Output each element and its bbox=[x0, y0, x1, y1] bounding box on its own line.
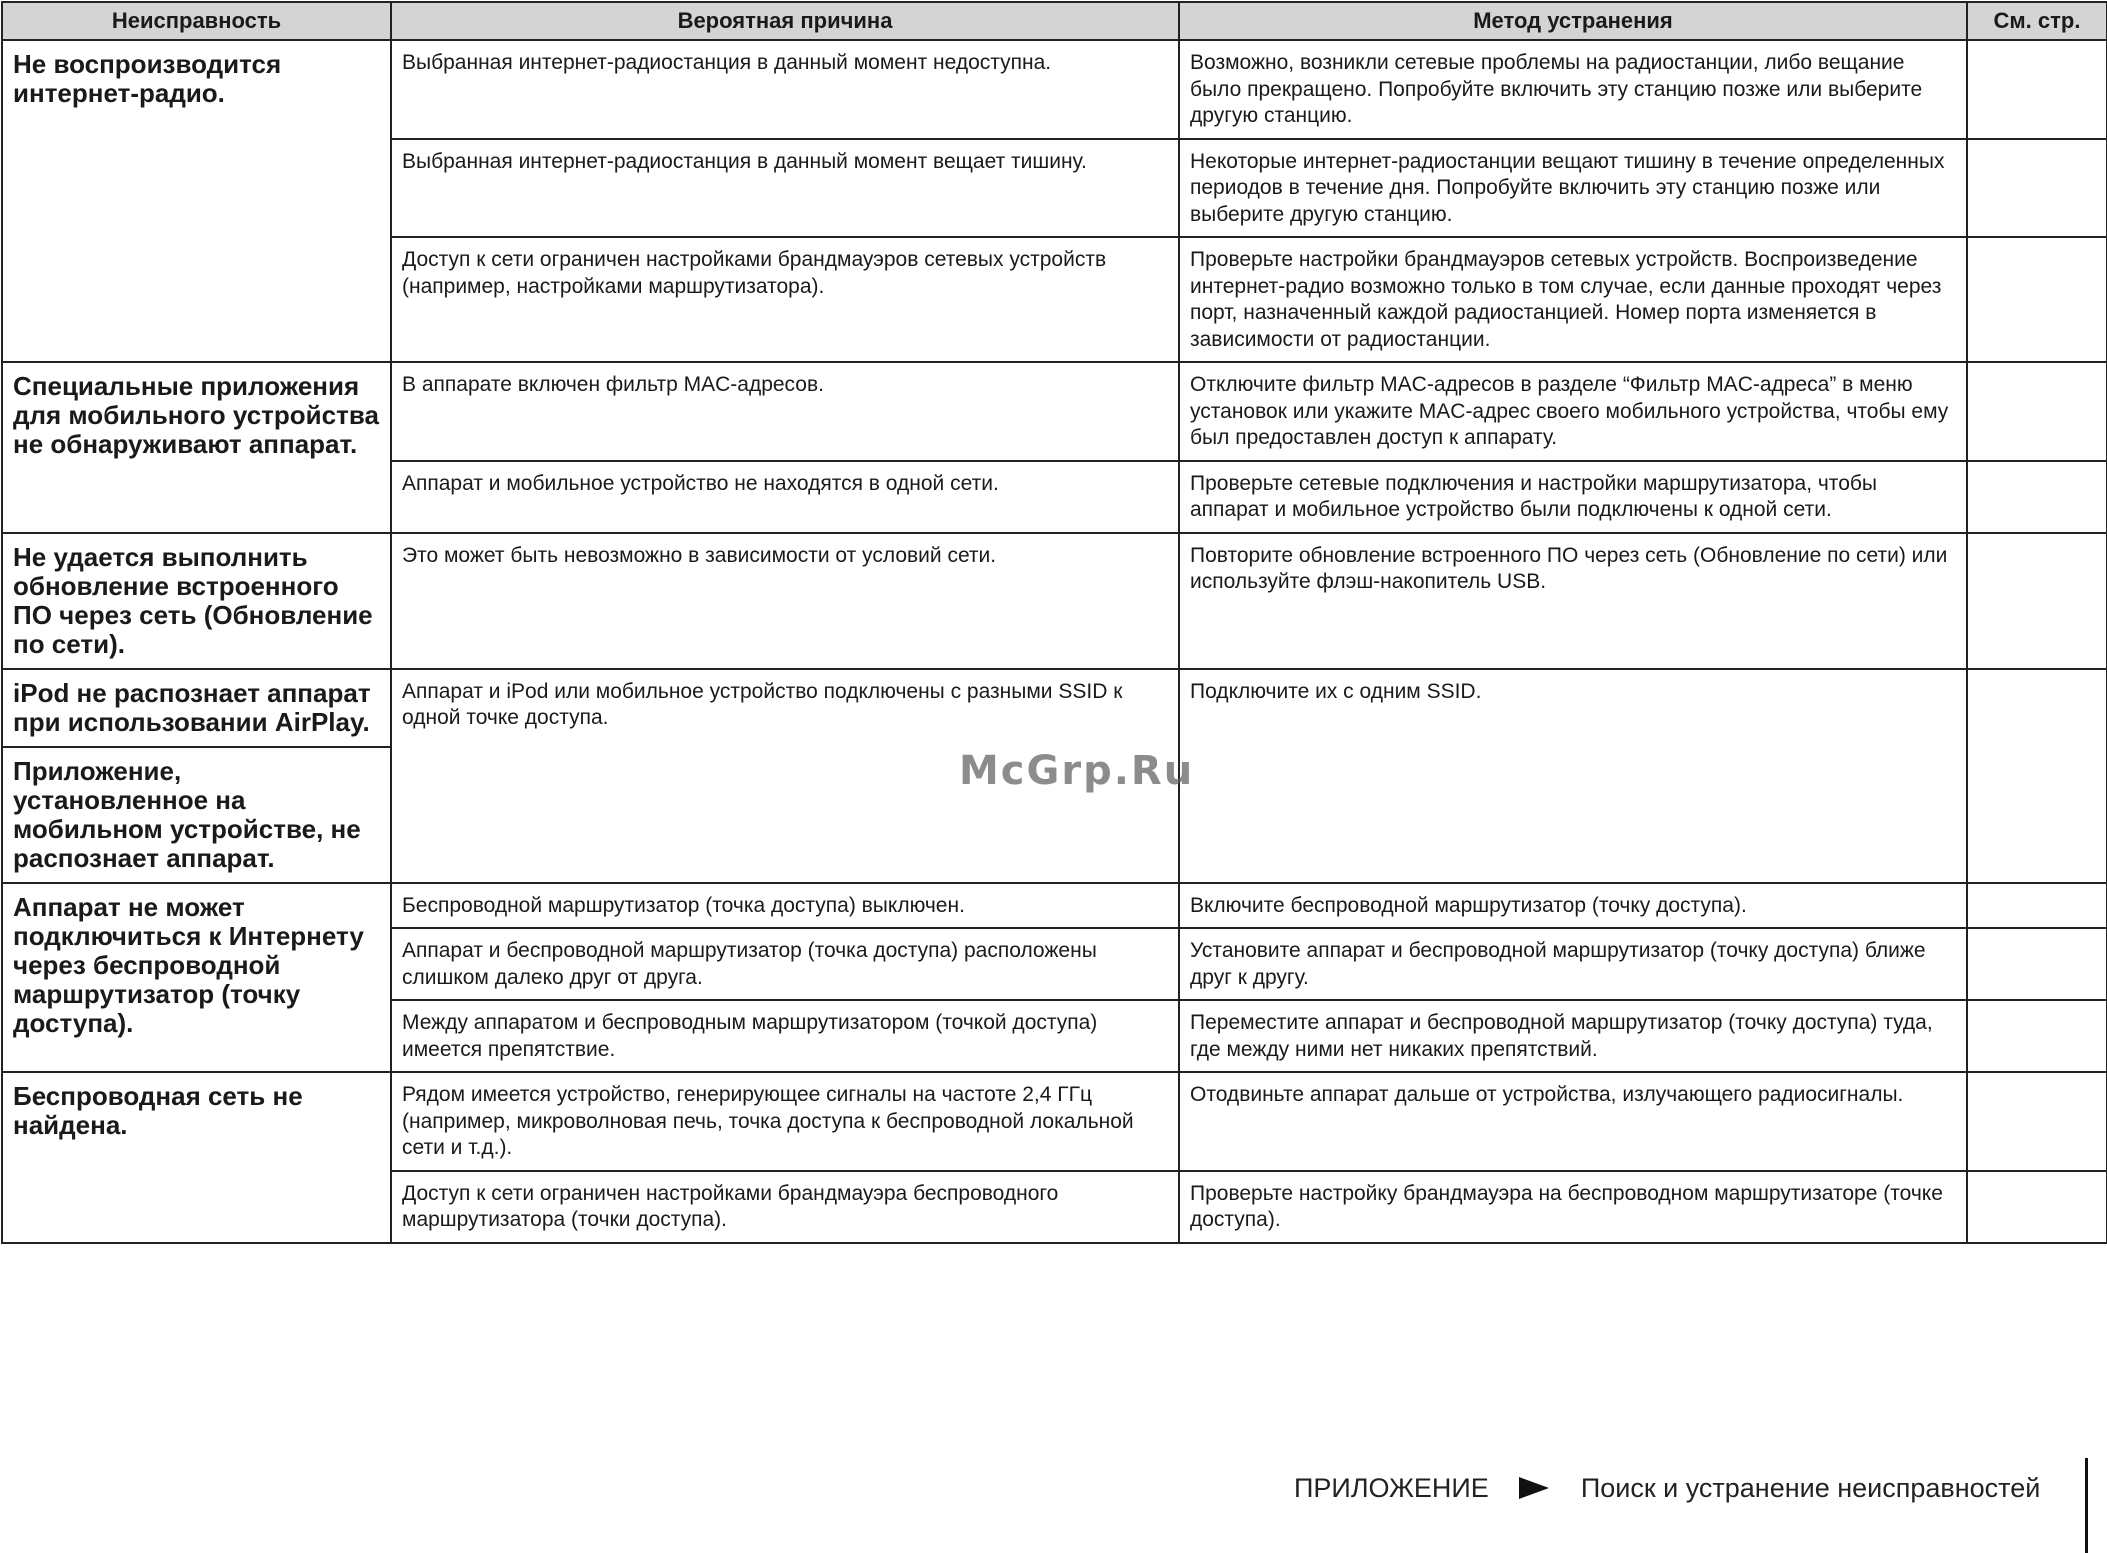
cause-cell: Выбранная интернет-радиостанция в данный момент вещает тишину. bbox=[391, 139, 1179, 238]
problem-cell: Не воспроизводится интернет-радио. bbox=[2, 40, 391, 362]
table-row bbox=[2, 1072, 2107, 1171]
problem-cell: Аппарат не может подключиться к Интернету через беспроводной маршрутизатор (точку доступа). bbox=[2, 883, 391, 1073]
cause-cell: Доступ к сети ограничен настройками брандмауэров сетевых устройств (например, настройками маршрутизатора). bbox=[391, 237, 1179, 362]
table-row bbox=[2, 533, 2107, 669]
cause-cell: Выбранная интернет-радиостанция в данный момент недоступна. bbox=[391, 40, 1179, 139]
watermark: McGrp.Ru bbox=[959, 748, 1195, 794]
table-row bbox=[2, 669, 2107, 747]
solution-cell: Отключите фильтр MAC-адресов в разделе “Фильтр MAC-адреса” в меню установок или укажите MAC-адрес своего мобильного устройства, чтобы ему был предоставлен доступ к аппарату. bbox=[1179, 362, 1967, 461]
page-cell bbox=[1967, 362, 2107, 461]
page-cell bbox=[1967, 40, 2107, 139]
problem-cell: iPod не распознает аппарат при использовании AirPlay. bbox=[2, 669, 391, 747]
footer-title: Поиск и устранение неисправностей bbox=[1580, 1472, 2041, 1503]
page-cell bbox=[1967, 928, 2107, 1000]
solution-cell: Повторите обновление встроенного ПО через сеть (Обновление по сети) или используйте флэш-накопитель USB. bbox=[1179, 533, 1967, 669]
solution-cell: Проверьте настройку брандмауэра на беспроводном маршрутизаторе (точке доступа). bbox=[1179, 1171, 1967, 1243]
solution-cell: Подключите их с одним SSID. bbox=[1179, 669, 1967, 883]
footer-divider bbox=[2085, 1458, 2088, 1553]
cause-cell: Аппарат и беспроводной маршрутизатор (точка доступа) расположены слишком далеко друг от друга. bbox=[391, 928, 1179, 1000]
troubleshooting-table bbox=[1, 1, 2107, 1244]
cause-cell: Это может быть невозможно в зависимости от условий сети. bbox=[391, 533, 1179, 669]
cause-cell: Рядом имеется устройство, генерирующее сигналы на частоте 2,4 ГГц (например, микроволновая печь, точка доступа к беспроводной локальной сети и т.д.). bbox=[391, 1072, 1179, 1171]
header-page: См. стр. bbox=[1967, 2, 2107, 40]
table-header-row bbox=[2, 2, 2107, 40]
problem-cell: Приложение, установленное на мобильном устройстве, не распознает аппарат. bbox=[2, 747, 391, 883]
cause-cell: Доступ к сети ограничен настройками брандмауэра беспроводного маршрутизатора (точки доступа). bbox=[391, 1171, 1179, 1243]
solution-cell: Установите аппарат и беспроводной маршрутизатор (точку доступа) ближе друг к другу. bbox=[1179, 928, 1967, 1000]
arrow-right-icon bbox=[1519, 1477, 1549, 1499]
footer-section: ПРИЛОЖЕНИЕ bbox=[1294, 1472, 1489, 1503]
cause-cell: Аппарат и iPod или мобильное устройство подключены с разными SSID к одной точке доступа. bbox=[391, 669, 1179, 883]
page-cell bbox=[1967, 1072, 2107, 1171]
problem-cell: Специальные приложения для мобильного устройства не обнаруживают аппарат. bbox=[2, 362, 391, 533]
page-cell bbox=[1967, 883, 2107, 929]
page-cell bbox=[1967, 237, 2107, 362]
page-cell bbox=[1967, 461, 2107, 533]
page-cell bbox=[1967, 1000, 2107, 1072]
solution-cell: Проверьте настройки брандмауэров сетевых устройств. Воспроизведение интернет-радио возможно только в том случае, если данные проходят через порт, назначенный каждой радиостанцией. Номер порта изменяется в зависимости от радиостанции. bbox=[1179, 237, 1967, 362]
cause-cell: Между аппаратом и беспроводным маршрутизатором (точкой доступа) имеется препятствие. bbox=[391, 1000, 1179, 1072]
cause-cell: Беспроводной маршрутизатор (точка доступа) выключен. bbox=[391, 883, 1179, 929]
solution-cell: Отодвиньте аппарат дальше от устройства, излучающего радиосигналы. bbox=[1179, 1072, 1967, 1171]
table-row bbox=[2, 40, 2107, 139]
page-cell bbox=[1967, 1171, 2107, 1243]
solution-cell: Переместите аппарат и беспроводной маршрутизатор (точку доступа) туда, где между ними нет никаких препятствий. bbox=[1179, 1000, 1967, 1072]
solution-cell: Возможно, возникли сетевые проблемы на радиостанции, либо вещание было прекращено. Попробуйте включить эту станцию позже или выберите другую станцию. bbox=[1179, 40, 1967, 139]
problem-cell: Беспроводная сеть не найдена. bbox=[2, 1072, 391, 1243]
header-solution: Метод устранения bbox=[1179, 2, 1967, 40]
solution-cell: Включите беспроводной маршрутизатор (точку доступа). bbox=[1179, 883, 1967, 929]
header-problem: Неисправность bbox=[2, 2, 391, 40]
table-row bbox=[2, 883, 2107, 929]
cause-cell: Аппарат и мобильное устройство не находятся в одной сети. bbox=[391, 461, 1179, 533]
page-cell bbox=[1967, 669, 2107, 883]
header-cause: Вероятная причина bbox=[391, 2, 1179, 40]
page-footer bbox=[1294, 1468, 2040, 1508]
page-cell bbox=[1967, 139, 2107, 238]
table-row bbox=[2, 362, 2107, 461]
cause-cell: В аппарате включен фильтр MAC-адресов. bbox=[391, 362, 1179, 461]
page-cell bbox=[1967, 533, 2107, 669]
solution-cell: Некоторые интернет-радиостанции вещают тишину в течение определенных периодов в течение дня. Попробуйте включить эту станцию позже или выберите другую станцию. bbox=[1179, 139, 1967, 238]
problem-cell: Не удается выполнить обновление встроенного ПО через сеть (Обновление по сети). bbox=[2, 533, 391, 669]
solution-cell: Проверьте сетевые подключения и настройки маршрутизатора, чтобы аппарат и мобильное устройство были подключены к одной сети. bbox=[1179, 461, 1967, 533]
